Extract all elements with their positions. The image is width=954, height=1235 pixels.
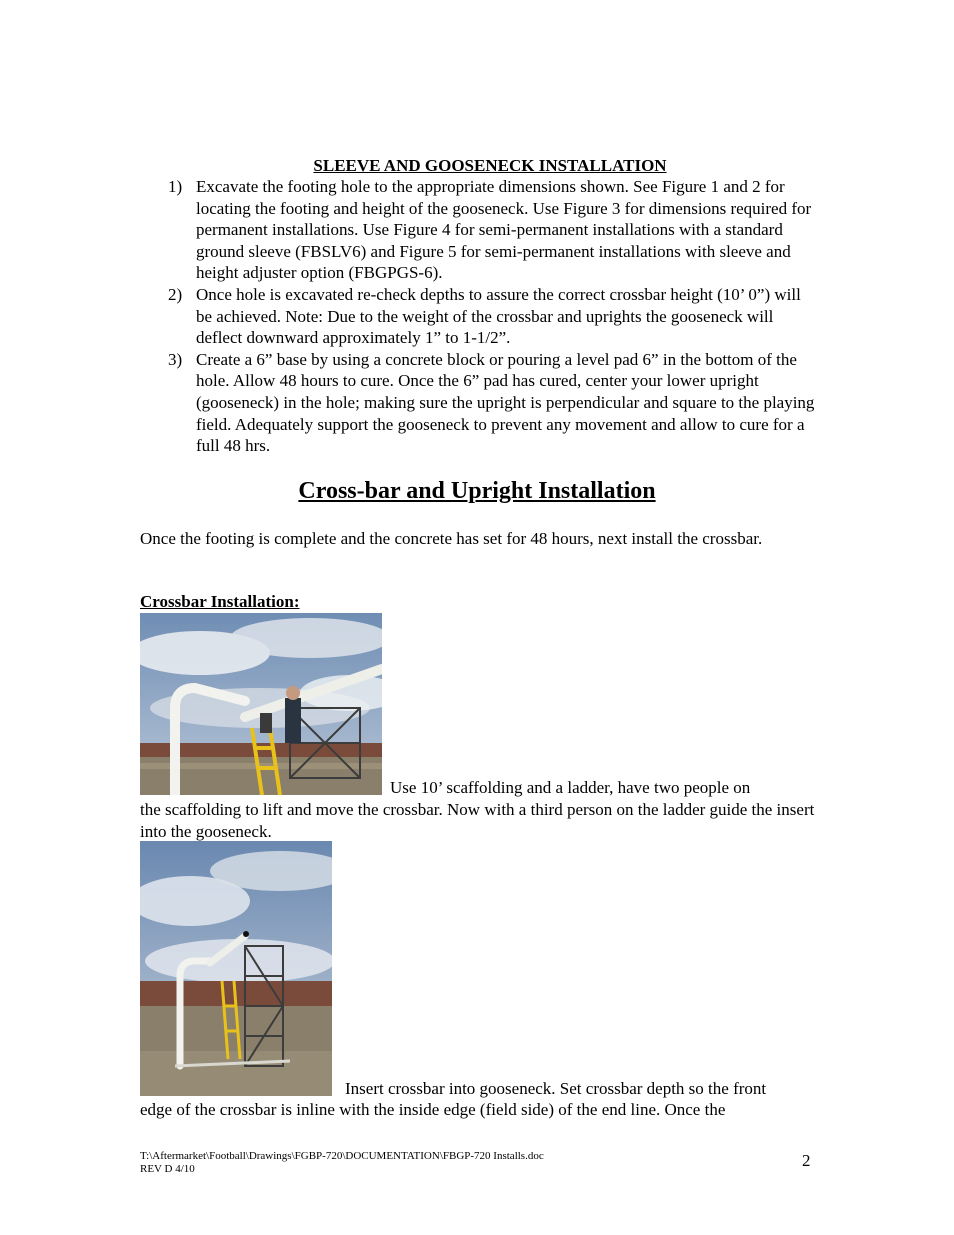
crossbar-lift-photo <box>140 613 382 795</box>
revision-label: REV D 4/10 <box>140 1163 195 1175</box>
step-text: Excavate the footing hole to the appropriate dimensions shown. See Figure 1 and 2 for locating the footing and height of the gooseneck. Use Figure 3 for dimensions required for permanent installations. Use Figure 4 for semi-permanent installations with a standard ground sleeve (FBSLV6) and Figure 5 for semi-permanent installations with sleeve and height adjuster option (FBGPGS-6). <box>196 177 812 283</box>
paragraph-text: the scaffolding to lift and move the crossbar. Now with a third person on the ladder guide the insert into the gooseneck. <box>140 800 815 841</box>
step-text: Create a 6” base by using a concrete block or pouring a level pad 6” in the bottom of the hole. Allow 48 hours to cure. Once the 6” pad has cured, center your lower upright (gooseneck) in the hole; making sure the upright is perpendicular and square to the playing field. Adequately support the gooseneck to prevent any movement and allow to cure for a full 48 hrs. <box>196 349 815 456</box>
paragraph-text: Use 10’ scaffolding and a ladder, have two people on <box>390 778 751 797</box>
intro-paragraph: Once the footing is complete and the concrete has set for 48 hours, next install the crossbar. <box>140 529 763 548</box>
page-number: 2 <box>802 1151 811 1170</box>
crossbar-insert-photo <box>140 841 332 1096</box>
step-item <box>140 284 820 349</box>
installation-steps <box>140 176 820 457</box>
step-number: 2) <box>168 284 183 304</box>
step-number: 3) <box>168 349 183 369</box>
step-item <box>140 176 820 284</box>
document-footer <box>140 1150 544 1176</box>
step-item <box>140 349 820 457</box>
step-number: 1) <box>168 177 183 196</box>
file-path: T:\Aftermarket\Football\Drawings\FGBP-720\DOCUMENTATION\FBGP-720 Installs.doc <box>140 1150 544 1162</box>
subheading: Crossbar Installation: <box>140 592 300 611</box>
page-heading: Cross-bar and Upright Installation <box>298 478 656 504</box>
section-title: SLEEVE AND GOOSENECK INSTALLATION <box>313 156 667 175</box>
paragraph-text: Insert crossbar into gooseneck. Set crossbar depth so the front <box>345 1079 767 1098</box>
paragraph-text: edge of the crossbar is inline with the inside edge (field side) of the end line. Once the <box>140 1100 726 1119</box>
step-text: Once hole is excavated re-check depths to assure the correct crossbar height (10’ 0”) will be achieved. Note: Due to the weight of the crossbar and uprights the gooseneck will deflect downward approximately 1” to 1-1/2”. <box>196 284 801 348</box>
